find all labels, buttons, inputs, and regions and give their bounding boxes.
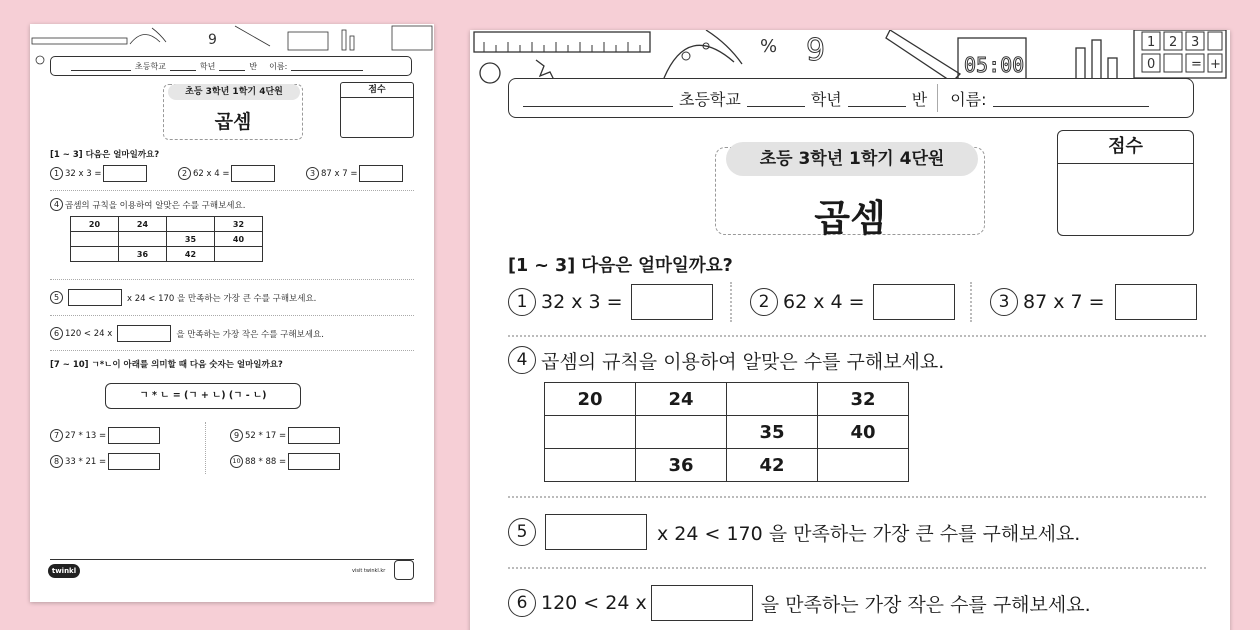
divider [508, 496, 1206, 498]
question-9: 9 52 * 17 = [230, 427, 340, 444]
school-label: 초등학교 [679, 89, 741, 109]
svg-text:9: 9 [806, 33, 826, 68]
school-label: 초등학교 [135, 61, 166, 71]
table-cell: 35 [727, 416, 818, 449]
footer-url: visit twinkl.kr [352, 568, 386, 574]
section1-heading: [1 ~ 3] 다음은 얼마일까요? [50, 150, 160, 160]
grade-line[interactable] [747, 89, 805, 107]
question-number: 4 [508, 346, 536, 374]
worksheet-title: 곱셈 [214, 111, 252, 133]
worksheet-preview-small [30, 24, 434, 602]
divider [50, 279, 414, 280]
question-1: 1 32 x 3 = [50, 165, 147, 182]
school-line[interactable] [523, 89, 673, 107]
column-divider [970, 282, 972, 322]
svg-text:=: = [1191, 57, 1202, 72]
name-bar-small [50, 56, 412, 76]
question-number: 1 [508, 288, 536, 316]
question-6: 6 120 < 24 x 을 만족하는 가장 작은 수를 구해보세요. [50, 325, 324, 342]
svg-text:%: % [760, 36, 778, 57]
table-cell-blank[interactable] [636, 416, 727, 449]
worksheet-title: 곱셈 [814, 197, 886, 240]
footer-line [50, 559, 414, 560]
table-cell: 24 [636, 383, 727, 416]
question-1: 1 32 x 3 = [508, 284, 713, 320]
name-line[interactable] [993, 89, 1149, 107]
grade-line [170, 62, 196, 71]
question-4: 4 곱셈의 규칙을 이용하여 알맞은 수를 구해보세요. [508, 346, 944, 374]
name-separator [937, 84, 938, 112]
title-box-small [163, 84, 303, 140]
score-box [1057, 130, 1194, 236]
divider [508, 567, 1206, 569]
question-3: 3 87 x 7 = [306, 165, 403, 182]
answer-box-5[interactable] [68, 289, 122, 306]
column-divider [730, 282, 732, 322]
table-cell: 32 [818, 383, 909, 416]
divider [508, 335, 1206, 337]
question-number: 5 [508, 518, 536, 546]
answer-box-1[interactable] [631, 284, 713, 320]
brand-badge-icon [394, 560, 414, 580]
class-line[interactable] [848, 89, 906, 107]
answer-box-5[interactable] [545, 514, 647, 550]
pattern-table-small: 20 24 32 35 40 36 42 [70, 216, 263, 262]
answer-box-3[interactable] [359, 165, 403, 182]
question-number: 3 [990, 288, 1018, 316]
name-label: 이름: [950, 89, 987, 109]
question-5: 5 x 24 < 170 을 만족하는 가장 큰 수를 구해보세요. [508, 514, 1080, 550]
class-label: 반 [249, 61, 258, 71]
name-bar [508, 78, 1194, 118]
score-box-small [340, 82, 414, 138]
unit-subtitle: 초등 3학년 1학기 4단원 [168, 84, 300, 100]
grade-label: 학년 [810, 89, 842, 109]
table-cell-blank[interactable] [727, 383, 818, 416]
name-label: 이름: [269, 61, 288, 71]
school-line [71, 62, 131, 71]
question-number: 6 [508, 589, 536, 617]
divider [50, 315, 414, 316]
answer-box-7[interactable] [108, 427, 160, 444]
class-line [219, 62, 245, 71]
svg-text:3: 3 [1191, 35, 1200, 50]
svg-text:9: 9 [208, 32, 217, 48]
name-line [291, 62, 363, 71]
svg-text:05:00: 05:00 [964, 53, 1025, 77]
question-2: 2 62 x 4 = [178, 165, 275, 182]
answer-box-6[interactable] [651, 585, 753, 621]
grade-label: 학년 [199, 61, 216, 71]
worksheet-preview-large [470, 30, 1230, 630]
question-2: 2 62 x 4 = [750, 284, 955, 320]
formula-box-small: ㄱ * ㄴ = (ㄱ + ㄴ) (ㄱ - ㄴ) [105, 383, 301, 409]
question-5: 5 x 24 < 170 을 만족하는 가장 큰 수를 구해보세요. [50, 289, 316, 306]
class-label: 반 [911, 89, 928, 109]
unit-subtitle: 초등 3학년 1학기 4단원 [726, 142, 978, 176]
answer-box-10[interactable] [288, 453, 340, 470]
answer-box-1[interactable] [103, 165, 147, 182]
divider [50, 190, 414, 191]
divider [50, 350, 414, 351]
score-label: 점수 [1058, 131, 1193, 164]
question-10: 10 88 * 88 = [230, 453, 340, 470]
score-label: 점수 [341, 83, 413, 98]
column-divider [205, 422, 206, 474]
question-3: 3 87 x 7 = [990, 284, 1197, 320]
table-cell-blank[interactable] [545, 416, 636, 449]
answer-box-3[interactable] [1115, 284, 1197, 320]
section2-heading: [7 ~ 10] ㄱ*ㄴ이 아래를 의미할 때 다음 숫자는 얼마일까요? [50, 360, 283, 370]
question-number: 2 [750, 288, 778, 316]
table-cell: 40 [818, 416, 909, 449]
svg-text:0: 0 [1147, 57, 1156, 72]
table-cell-blank[interactable] [545, 449, 636, 482]
section1-heading: [1 ~ 3] 다음은 얼마일까요? [508, 256, 733, 276]
answer-box-6[interactable] [117, 325, 171, 342]
answer-box-2[interactable] [873, 284, 955, 320]
question-7: 7 27 * 13 = [50, 427, 160, 444]
answer-box-2[interactable] [231, 165, 275, 182]
twinkl-logo: twinkl [48, 564, 80, 578]
table-cell-blank[interactable] [818, 449, 909, 482]
table-cell: 20 [545, 383, 636, 416]
question-8: 8 33 * 21 = [50, 453, 160, 470]
title-box [715, 147, 985, 240]
answer-box-9[interactable] [288, 427, 340, 444]
table-cell: 36 [636, 449, 727, 482]
svg-text:1: 1 [1147, 35, 1156, 50]
svg-text:+: + [1210, 57, 1221, 72]
pattern-table [544, 382, 909, 482]
svg-text:2: 2 [1169, 35, 1178, 50]
question-4: 4 곱셈의 규칙을 이용하여 알맞은 수를 구해보세요. [50, 198, 245, 211]
question-6: 6 120 < 24 x 을 만족하는 가장 작은 수를 구해보세요. [508, 585, 1091, 621]
answer-box-8[interactable] [108, 453, 160, 470]
table-cell: 42 [727, 449, 818, 482]
